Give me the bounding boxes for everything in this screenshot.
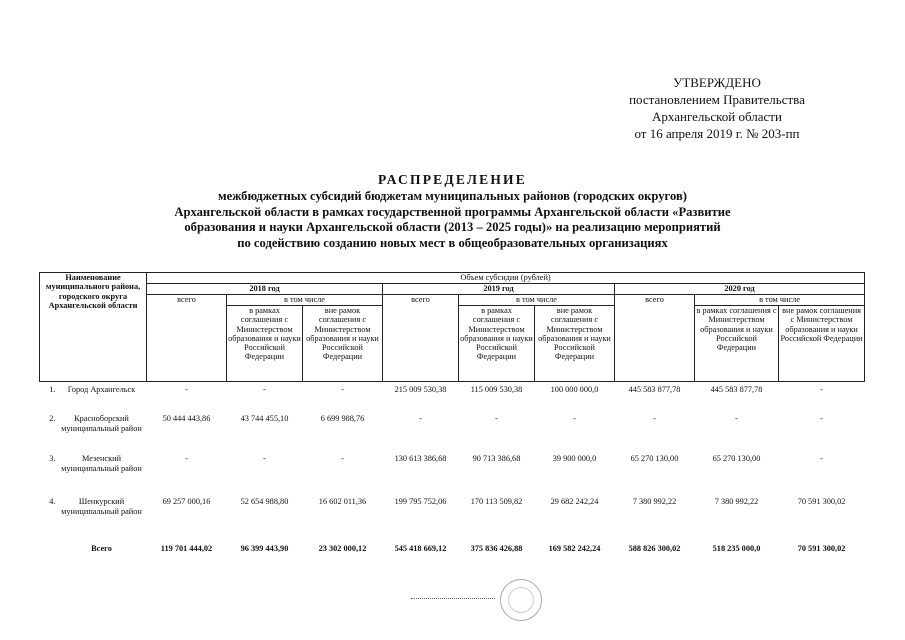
value-cell: 215 009 530,38: [394, 385, 447, 394]
column-header-name: Наименование муниципального района, городского округа Архангельской области: [40, 273, 147, 382]
row-name: Красноборский муниципальный район: [61, 413, 142, 433]
value-cell: 130 613 386,68: [394, 453, 447, 463]
row-number: 4.: [49, 496, 56, 506]
table-row: [40, 451, 865, 494]
value-cell: 70 591 300,02: [797, 496, 846, 506]
approval-date: от 16 апреля 2019 г. № 203-пп: [634, 126, 800, 141]
column-header-total: всего: [383, 295, 459, 382]
value-cell: 445 583 877,78: [628, 385, 681, 394]
value-cell: -: [185, 453, 188, 463]
seal-inner-ring: [508, 587, 534, 613]
seal-stamp-icon: [500, 579, 542, 621]
document-heading: РАСПРЕДЕЛЕНИЕ: [378, 172, 527, 187]
total-cell: 23 302 000,12: [318, 543, 367, 553]
footer-separator: [411, 598, 495, 599]
value-cell: -: [495, 413, 498, 423]
total-label: Всего: [91, 543, 112, 553]
row-name: Шенкурский муниципальный район: [61, 496, 142, 516]
value-cell: 7 380 992,22: [632, 496, 677, 506]
value-cell: 65 270 130,00: [712, 453, 761, 463]
row-number: 3.: [49, 453, 56, 463]
column-header-year-2019: 2019 год: [383, 284, 615, 295]
value-cell: -: [263, 385, 266, 394]
value-cell: 52 654 988,80: [240, 496, 289, 506]
column-header-within-agreement: в рамках соглашения с Министерством образования и науки Российской Федерации: [227, 306, 303, 382]
value-cell: -: [653, 413, 656, 423]
value-cell: 43 744 455,10: [240, 413, 289, 423]
column-header-within-agreement: в рамках соглашения с Министерством образования и науки Российской Федерации: [459, 306, 535, 382]
row-name: Город Архангельск: [67, 385, 136, 394]
value-cell: 50 444 443,86: [162, 413, 211, 423]
value-cell: 65 270 130,00: [630, 453, 679, 463]
value-cell: 29 682 242,24: [550, 496, 599, 506]
document-title: [0, 170, 905, 251]
column-header-outside-agreement: вне рамок соглашения с Министерством образования и науки Российской Федерации: [535, 306, 615, 382]
total-cell: 169 582 242,24: [548, 543, 601, 553]
total-cell: 70 591 300,02: [797, 543, 846, 553]
document-subtitle-line: Архангельской области в рамках государственной программы Архангельской области «Развитие: [174, 204, 731, 219]
row-number: 1.: [49, 385, 56, 394]
value-cell: 199 795 752,06: [394, 496, 447, 506]
value-cell: 170 113 509,82: [470, 496, 523, 506]
value-cell: -: [419, 413, 422, 423]
value-cell: -: [185, 385, 188, 394]
column-header-outside-agreement: вне рамок соглашения с Министерством образования и науки Российской Федерации: [303, 306, 383, 382]
value-cell: -: [263, 453, 266, 463]
total-row: [40, 536, 865, 560]
column-header-within-agreement: в рамках соглашения с Министерством образования и науки Российской Федерации: [695, 306, 779, 382]
approval-region: Архангельской области: [652, 109, 782, 124]
column-header-total: всего: [147, 295, 227, 382]
total-cell: 518 235 000,0: [712, 543, 761, 553]
column-header-including: в том числе: [695, 295, 865, 306]
total-cell: 588 826 300,02: [628, 543, 681, 553]
document-subtitle-line: по содействию созданию новых мест в общеобразовательных организациях: [237, 235, 668, 250]
column-header-volume: Объем субсидии (рублей): [147, 273, 865, 284]
column-header-including: в том числе: [459, 295, 615, 306]
column-header-year-2018: 2018 год: [147, 284, 383, 295]
document-subtitle-line: межбюджетных субсидий бюджетам муниципальных районов (городских округов): [218, 189, 687, 203]
row-name-cell: [40, 382, 147, 411]
row-name-cell: [40, 451, 147, 494]
value-cell: -: [573, 413, 576, 423]
value-cell: -: [341, 453, 344, 463]
total-cell: 545 418 669,12: [394, 543, 447, 553]
value-cell: -: [735, 413, 738, 423]
row-name-cell: [40, 494, 147, 536]
value-cell: 7 380 992,22: [714, 496, 759, 506]
row-name-cell: [40, 411, 147, 451]
row-name: Мезенский муниципальный район: [61, 453, 142, 473]
value-cell: -: [820, 453, 823, 463]
total-cell: 375 836 426,88: [470, 543, 523, 553]
value-cell: 69 257 000,16: [162, 496, 211, 506]
subsidy-table: [39, 272, 865, 560]
table-row: [40, 382, 865, 411]
approval-stamp: [587, 74, 847, 142]
value-cell: 100 000 000,0: [550, 385, 599, 394]
value-cell: 445 583 877,78: [710, 385, 763, 394]
column-header-total: всего: [615, 295, 695, 382]
value-cell: 115 009 530,38: [470, 385, 523, 394]
approval-authority: постановлением Правительства: [629, 92, 805, 107]
document-subtitle-line: образования и науки Архангельской области (2013 – 2025 годы)» на реализацию мероприятий: [184, 220, 721, 235]
column-header-outside-agreement: вне рамок соглашения с Министерством образования и науки Российской Федерации: [779, 306, 865, 382]
total-cell: 96 399 443,90: [240, 543, 289, 553]
column-header-including: в том числе: [227, 295, 383, 306]
value-cell: -: [341, 385, 344, 394]
table-row: [40, 411, 865, 451]
value-cell: 90 713 386,68: [472, 453, 521, 463]
table-row: [40, 494, 865, 536]
value-cell: 39 900 000,0: [552, 453, 597, 463]
value-cell: -: [820, 413, 823, 423]
total-cell: 119 701 444,02: [160, 543, 213, 553]
approval-title: УТВЕРЖДЕНО: [673, 75, 761, 90]
value-cell: -: [820, 385, 823, 394]
value-cell: 6 699 988,76: [320, 413, 365, 423]
column-header-year-2020: 2020 год: [615, 284, 865, 295]
value-cell: 16 602 011,36: [318, 496, 367, 506]
row-number: 2.: [49, 413, 56, 423]
